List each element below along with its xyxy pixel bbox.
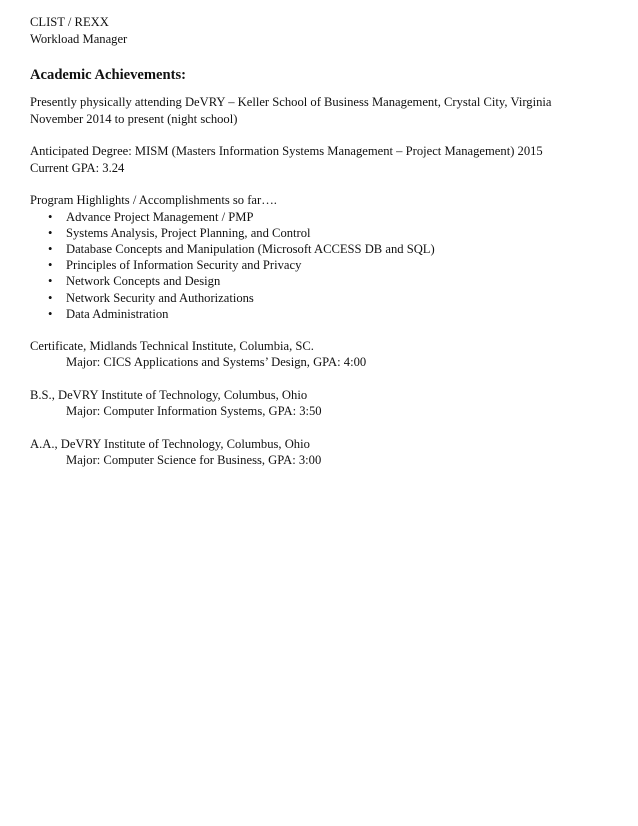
list-item-text: Network Security and Authorizations (66, 290, 254, 305)
current-gpa: Current GPA: 3.24 (30, 160, 125, 175)
bullet-icon: • (48, 306, 53, 321)
education-major: Major: Computer Information Systems, GPA: 3:50 (66, 404, 322, 419)
list-item (30, 257, 620, 273)
list-item-text: Network Concepts and Design (66, 274, 221, 289)
list-item-text: Systems Analysis, Project Planning, and Control (66, 225, 311, 240)
current-enrollment-school: Presently physically attending DeVRY – Keller School of Business Management, Crystal City, Virginia (30, 95, 552, 109)
education-entry-certificate (30, 338, 620, 371)
list-item (30, 241, 620, 257)
section-title: Academic Achievements: (30, 67, 187, 83)
bullet-icon: • (48, 225, 53, 240)
education-major: Major: CICS Applications and Systems’ Design, GPA: 4:00 (66, 355, 367, 370)
list-item (30, 290, 620, 306)
list-item-text: Data Administration (66, 306, 169, 321)
header-block (30, 14, 620, 47)
header-line-workload: Workload Manager (30, 31, 128, 46)
education-institution: B.S., DeVRY Institute of Technology, Columbus, Ohio (30, 387, 308, 402)
highlights-list (30, 209, 620, 322)
bullet-icon: • (48, 241, 53, 256)
list-item (30, 225, 620, 241)
list-item (30, 273, 620, 289)
bullet-icon: • (48, 258, 53, 273)
bullet-icon: • (48, 290, 53, 305)
program-highlights (30, 192, 620, 322)
education-entry-aa (30, 436, 620, 469)
anticipated-degree-text: Anticipated Degree: MISM (Masters Information Systems Management – Project Management) 2015 (30, 144, 543, 158)
list-item-text: Advance Project Management / PMP (66, 209, 254, 224)
header-line-skills: CLIST / REXX (30, 15, 109, 29)
program-highlights-title: Program Highlights / Accomplishments so far…. (30, 193, 277, 207)
list-item-text: Database Concepts and Manipulation (Microsoft ACCESS DB and SQL) (66, 241, 435, 256)
education-institution: A.A., DeVRY Institute of Technology, Columbus, Ohio (30, 436, 310, 451)
education-major: Major: Computer Science for Business, GPA: 3:00 (66, 453, 322, 468)
bullet-icon: • (48, 274, 53, 289)
bullet-icon: • (48, 209, 53, 224)
document-page (30, 14, 620, 485)
current-enrollment (30, 94, 620, 127)
list-item (30, 209, 620, 225)
current-enrollment-dates: November 2014 to present (night school) (30, 111, 238, 126)
list-item (30, 306, 620, 322)
anticipated-degree (30, 143, 620, 176)
education-entry-bs (30, 387, 620, 420)
education-institution: Certificate, Midlands Technical Institute, Columbia, SC. (30, 338, 314, 353)
list-item-text: Principles of Information Security and Privacy (66, 258, 302, 273)
